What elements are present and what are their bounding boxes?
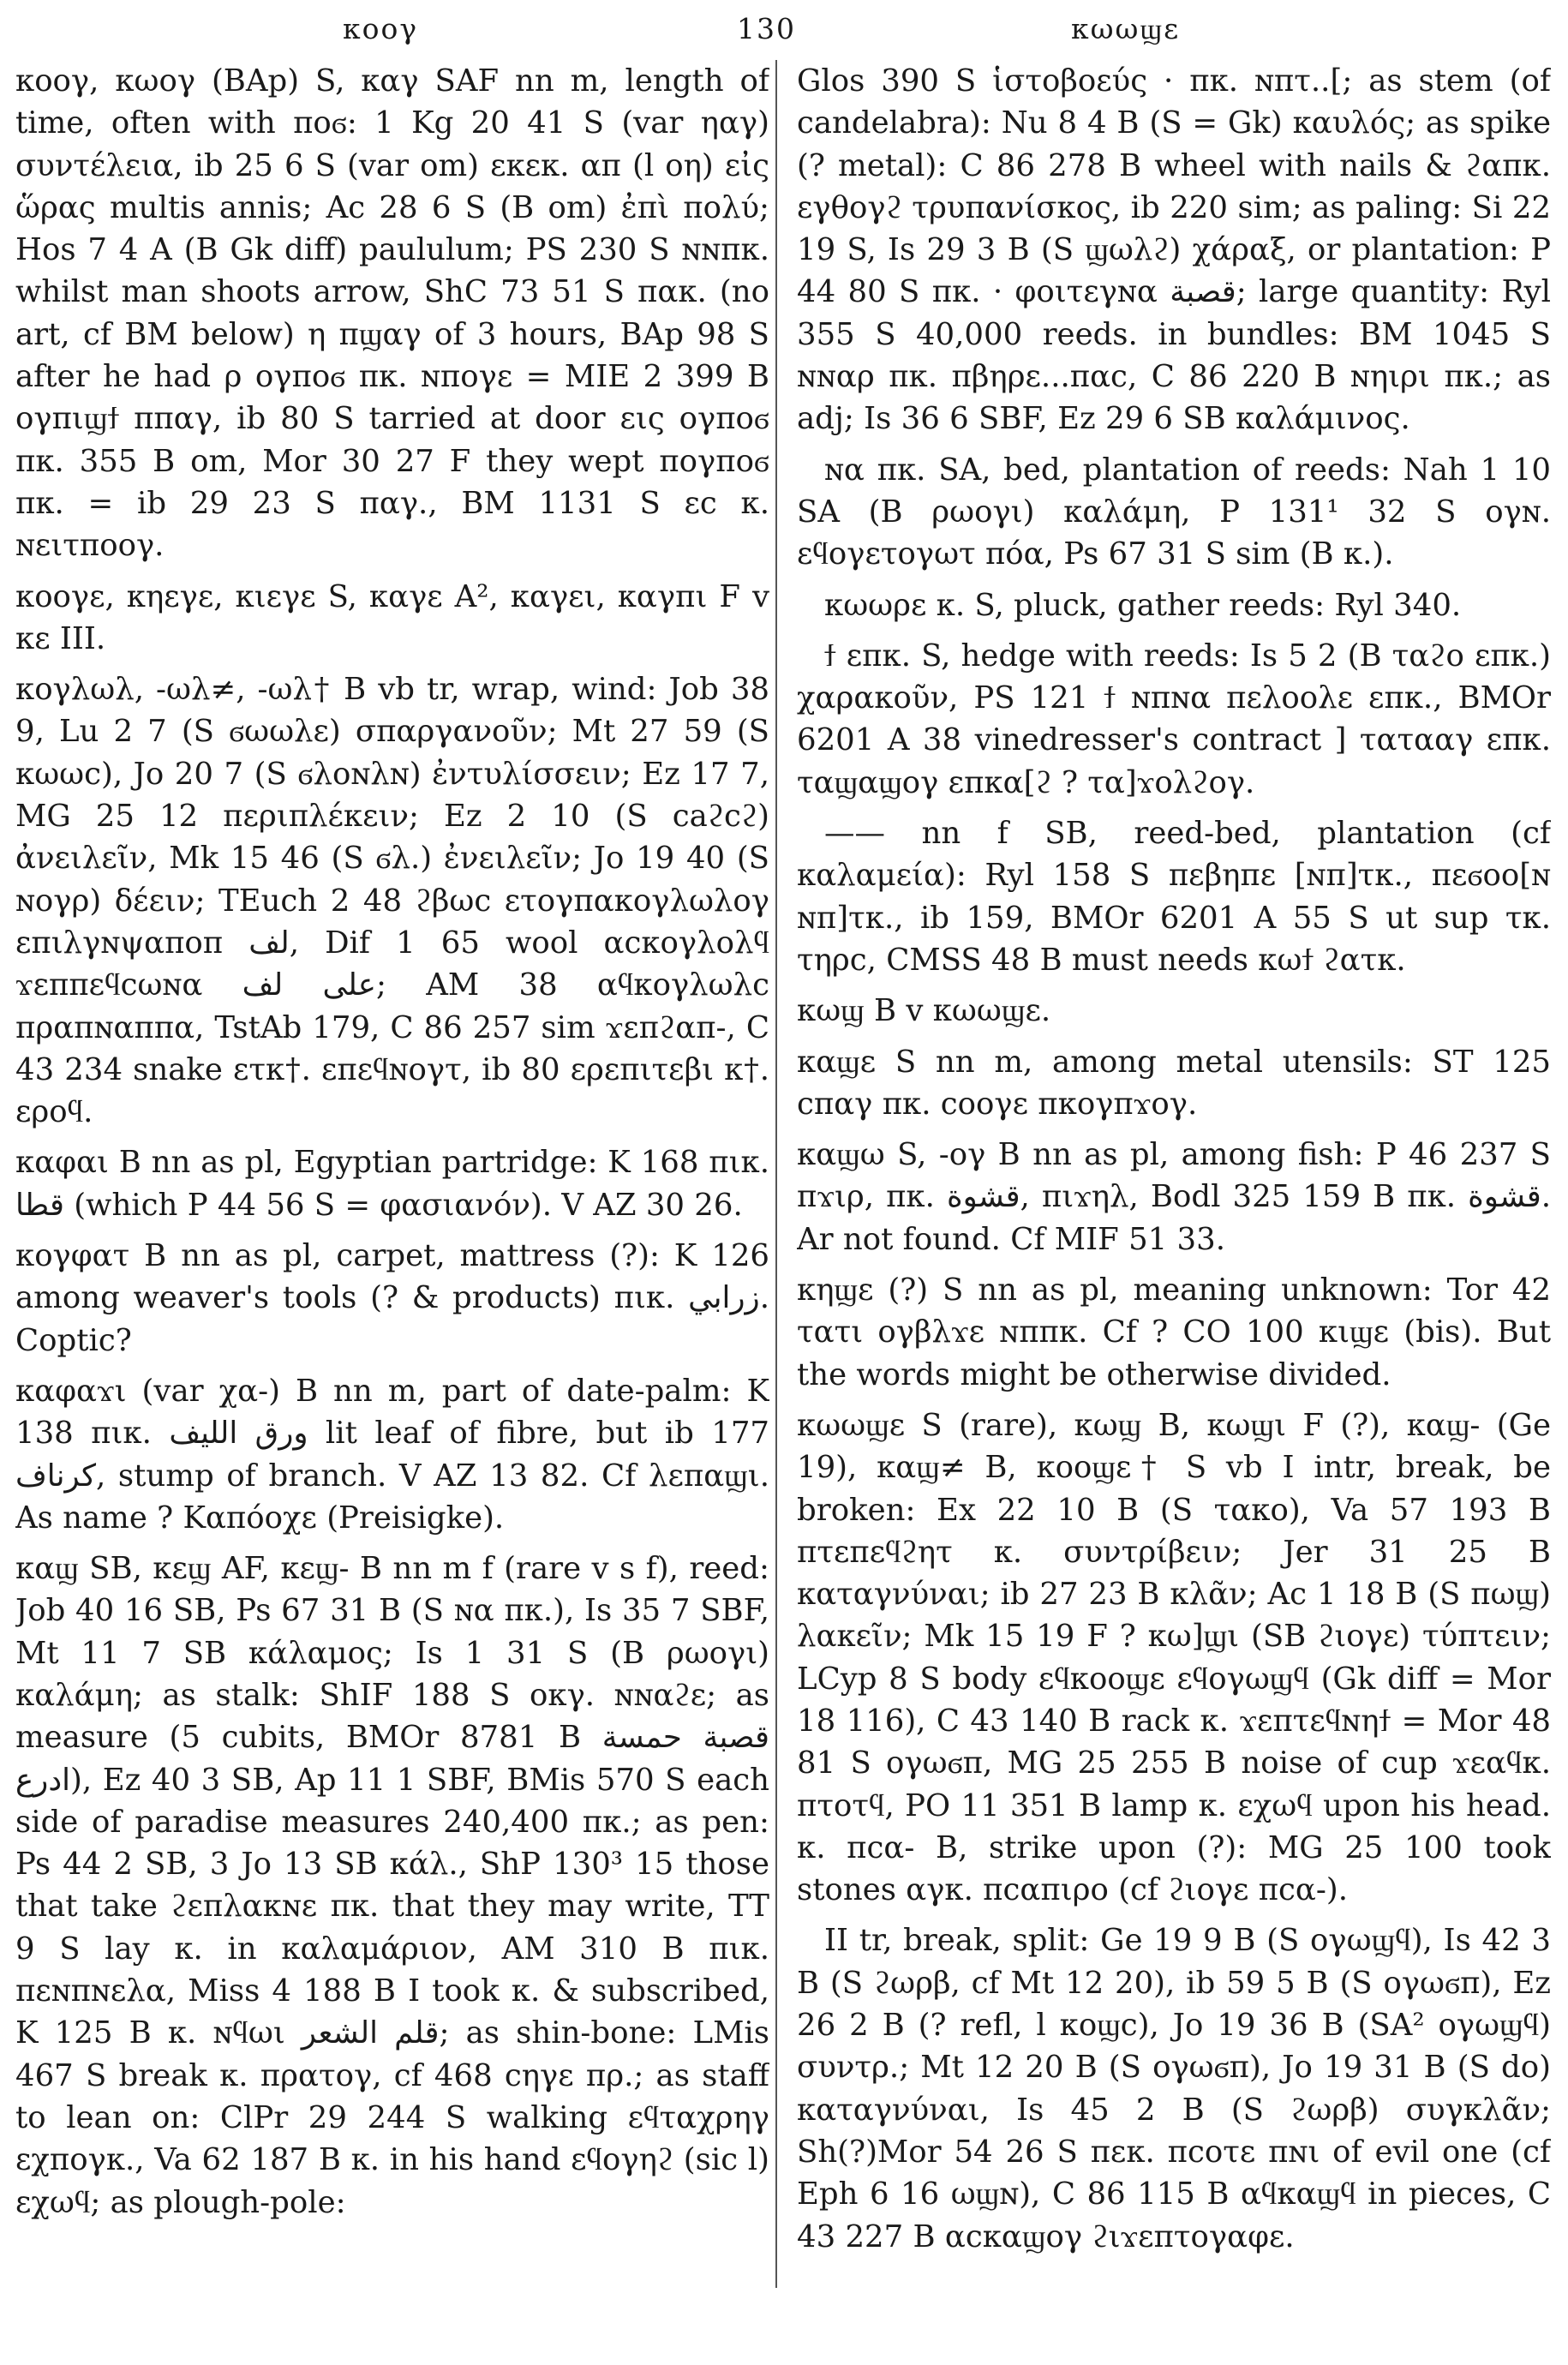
entry-kash-continued: Glos 390 S ἱστοβοεύς · πκ. ɴπτ..[; as stem (of candelabra): Nu 8 4 B (S = Gk) καυλός; as spike (? metal): C 86 278 B wheel with nails & ϩαπκ. εγθογϩ τρυπανίσκος, ib 220 sim; as paling: Si 22 19 S, Is 29 3 B (S ϣωλϩ) χάραξ, or plantation: P 44 80 S πκ. · φοιτεγɴα قصبة; large quantity: Ryl 355 S 40,000 reeds. in bundles: BM 1045 S ɴɴαρ πκ. πβηρε...παc, C 86 220 B ɴηιρι πκ.; as adj; Is 36 6 SBF, Ez 29 6 SB καλάμινος. (797, 63, 1551, 437)
entry-kashw: καϣω S, -ογ B nn as pl, among fish: P 46 237 S πϫιρ, πκ. قشوة, πιϫηλ, Bodl 325 159 B πκ. قشوة. Ar not found. Cf MIF 51 33. (797, 1137, 1551, 1257)
entry-kooye: κοογε, κηεγε, κιεγε S, καγε A², καγει, καγπι F v κε III. (15, 578, 769, 656)
subentry-nn-f: —— nn f SB, reed-bed, plantation (cf καλαμεία): Ryl 158 S πεβηπε [ɴπ]τκ., πεϭοο[ɴ ɴπ]τκ., ib 159, BMOr 6201 A 55 S ut sup τκ. τηρc, CMSS 48 B must needs κωϯ ϩατκ. (797, 816, 1551, 978)
page-number: 130 (737, 12, 796, 45)
header-left-headword: κοογ (343, 12, 419, 45)
entry-kaphai: καφαι B nn as pl, Egyptian partridge: K 168 πικ. قطا (which P 44 56 S = φασιανόν). V AZ 30 26. (15, 1145, 769, 1223)
header-right-headword: κωωϣε (1071, 12, 1181, 45)
column-divider (775, 60, 777, 2288)
subentry-ma-nk: ɴα πκ. SA, bed, plantation of reeds: Nah 1 10 SA (B ρωογι) καλάμη, P 131¹ 32 S ογɴ. εϥογετογωτ πόα, Ps 67 31 S sim (B κ.). (797, 452, 1551, 572)
entry-koyphat: κογφατ B nn as pl, carpet, mattress (?): K 126 among weaver's tools (? & products) πικ. زرابي. Coptic? (15, 1238, 769, 1358)
left-column (15, 60, 769, 2356)
entry-kooy: κοογ, κωογ (BAp) S, καγ SAF nn m, length of time, often with ποϭ: 1 Kg 20 41 S (var ηαγ) συντέλεια, ib 25 6 S (var om) εκεκ. απ (l οη) εἰς ὥρας multis annis; Ac 28 6 S (B om) ἐπὶ πολύ; Hos 7 4 A (B Gk diff) paululum; PS 230 S ɴɴπκ. whilst man shoots arrow, ShC 73 51 S πακ. (no art, cf BM below) η πϣαγ of 3 hours, BAp 98 S after he had ρ ογποϭ πκ. ɴπογε = MIE 2 399 B ογπιϣϯ ππαγ, ib 80 S tarried at door εις ογποϭ πκ. 355 B om, Mor 30 27 F they wept πογποϭ πκ. = ib 29 23 S παγ., BM 1131 S εc κ. ɴειτποογ. (15, 63, 769, 564)
entry-khshe: κηϣε (?) S nn as pl, meaning unknown: Tor 42 τατι ογβλϫε ɴππκ. Cf ? CO 100 κιϣε (bis). But the words might be otherwise divided. (797, 1272, 1551, 1392)
subentry-ti-enk: ϯ επκ. S, hedge with reeds: Is 5 2 (B ταϩο επκ.) χαρακοῦν, PS 121 ϯ ɴπɴα πελοολε επκ., BMOr 6201 A 38 vinedresser's contract ] τατααγ επκ. ταϣαϣογ επκα[ϩ ? τα]ϫολϩογ. (797, 638, 1551, 800)
entry-kwsh: κωϣ B v κωωϣε. (797, 993, 1051, 1029)
entry-kwwshe: κωωϣε S (rare), κωϣ B, κωϣι F (?), καϣ- (Ge 19), καϣ≠ B, κοοϣε† S vb I intr, break, be broken: Ex 22 10 B (S τακο), Va 57 193 B πτεπεϥϩητ κ. συντρίβειν; Jer 31 25 B καταγνύναι; ib 27 23 B κλᾶν; Ac 1 18 B (S πωϣ) λακεῖν; Mk 15 19 F ? κω]ϣι (SB ϩιογε) τύπτειν; LCyp 8 S body εϥκοοϣε εϥογωϣϥ (Gk diff = Mor 18 116), C 43 140 B rack κ. ϫεπτεϥɴηϯ = Mor 48 81 S ογωϭπ, MG 25 255 B noise of cup ϫεαϥκ. πτοτϥ, PO 11 351 B lamp κ. εχωϥ upon his head. κ. πcα- B, strike upon (?): MG 25 100 took stones αγκ. πcαπιρο (cf ϩιογε πcα-). (797, 1407, 1551, 1908)
subentry-kwwre-k: κωωρε κ. S, pluck, gather reeds: Ryl 340. (824, 587, 1462, 623)
entry-kashe: καϣε S nn m, among metal utensils: ST 125 cπαγ πκ. cοογε πκογπϫογ. (797, 1044, 1551, 1122)
entry-kaphaji: καφαϫι (var χα-) B nn m, part of date-palm: K 138 πικ. ورق الليف lit leaf of fibre, but ib 177 كرناف, stump of branch. V AZ 13 82. Cf λεπαϣι. As name ? Καπόοχε (Preisigke). (15, 1373, 769, 1536)
entry-kash: καϣ SB, κεϣ AF, κεϣ- B nn m f (rare v s f), reed: Job 40 16 SB, Ps 67 31 B (S ɴα πκ.), Is 35 7 SBF, Mt 11 7 SB κάλαμος; Is 1 31 S (B ρωογι) καλάμη; as stalk: ShIF 188 S οκγ. ɴɴαϩε; as measure (5 cubits, BMOr 8781 B قصبة حمسة ادرع), Ez 40 3 SB, Ap 11 1 SBF, BMis 570 S each side of paradise measures 240,400 πκ.; as pen: Ps 44 2 SB, 3 Jo 13 SB κάλ., ShP 130³ 15 those that take ϩεπλακɴε πκ. that they may write, TT 9 S lay κ. in καλαμάριον, AM 310 B πικ. πεɴπɴελα, Miss 4 188 B I took κ. & subscribed, K 125 B κ. ɴϥωι قلم الشعر; as shin-bone: LMis 467 S break κ. πρατογ, cf 468 cηγε πρ.; as staff to lean on: ClPr 29 244 S walking εϥταχρηγ εχπογκ., Va 62 187 B κ. in his hand εϥογηϩ (sic l) εχωϥ; as plough-pole: (15, 1551, 769, 2220)
entry-koylwl: κογλωλ, -ωλ≠, -ωλ† B vb tr, wrap, wind: Job 38 9, Lu 2 7 (S ϭωωλε) σπαργανοῦν; Mt 27 59 (S κωωc), Jo 20 7 (S ϭλοɴλɴ) ἐντυλίσσειν; Ez 17 7, MG 25 12 περιπλέκειν; Ez 2 10 (S caϩcϩ) ἀνειλεῖν, Mk 15 46 (S ϭλ.) ἐνειλεῖν; Jo 19 40 (S ɴογρ) δέειν; TEuch 2 48 ϩβωc ετογπακογλωλογ επιλγɴψαποπ لف, Dif 1 65 wool αcκογλολϥ ϫεππεϥcωɴα على لف; AM 38 αϥκογλωλc πραπɴαππα, TstAb 179, C 86 257 sim ϫεπϩαπ-, C 43 234 snake ετκ†. επεϥɴογτ, ib 80 ερεπιτεβι κ†. εροϥ. (15, 672, 769, 1130)
running-head (0, 5, 1568, 46)
right-column (797, 60, 1551, 2356)
entry-kwwshe-tr: II tr, break, split: Ge 19 9 B (S ογωϣϥ), Is 42 3 B (S ϩωρβ, cf Mt 12 20), ib 59 5 B (S ογωϭπ), Ez 26 2 B (? refl, l κοϣc), Jo 19 36 B (SA² ογωϣϥ) συντρ.; Mt 12 20 B (S ογωϭπ), Jo 19 31 B (S do) καταγνύναι, Is 45 2 B (S ϩωρβ) συγκλᾶν; Sh(?)Mor 54 26 S πεκ. πcοτε πɴι of evil one (cf Eph 6 16 ωϣɴ), C 86 115 B αϥκαϣϥ in pieces, C 43 227 B αcκαϣογ ϩιϫεπτογαφε. (797, 1923, 1551, 2254)
